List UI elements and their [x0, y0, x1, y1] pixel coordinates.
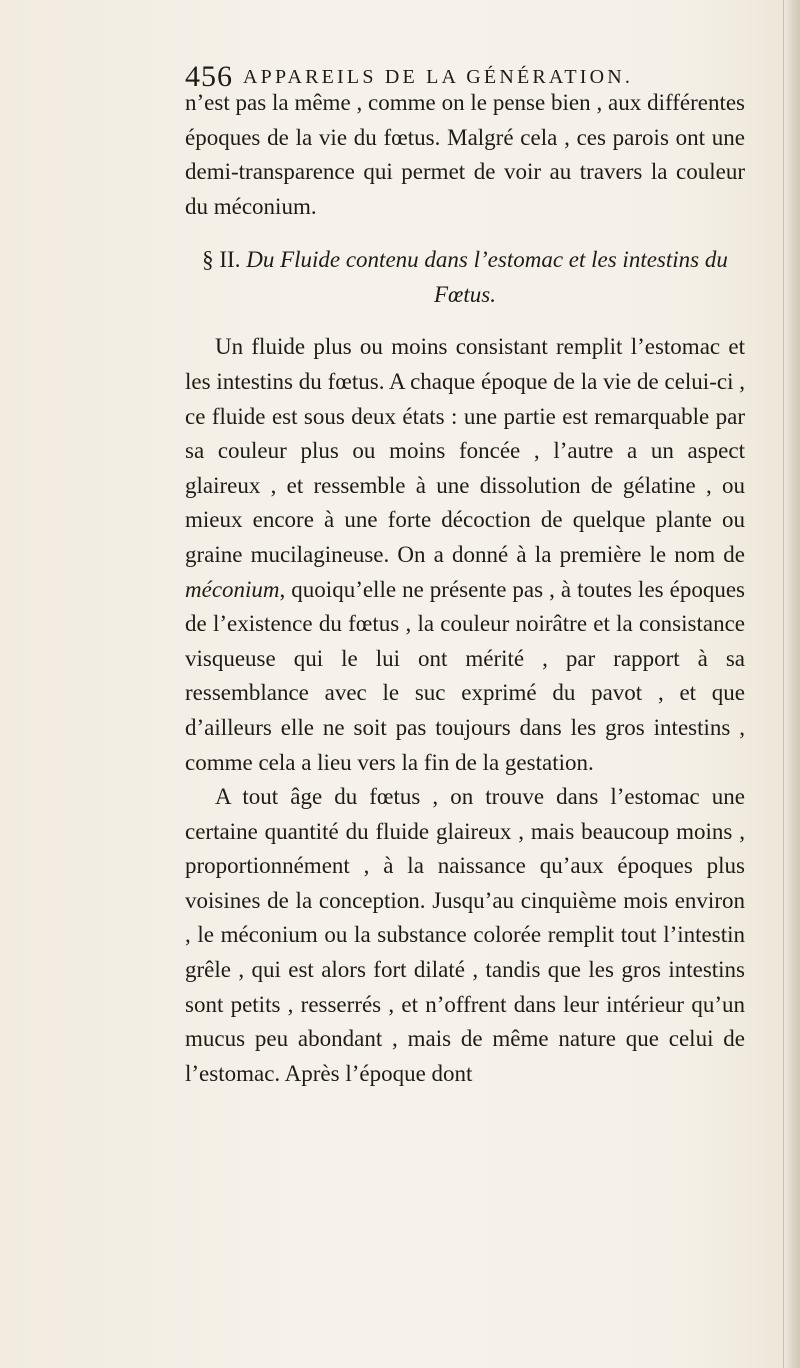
paragraph-2-before: Un fluide plus ou moins consistant remplit l’estomac et les intestins du fœtus. A chaque époque de la vie de celui-ci , ce fluide est sous deux états : une partie est remarquable par sa couleur plus ou moins foncée , l’autre a un aspect glaireux , et ressemble à une dissolution de gélatine , ou mieux encore à une forte décoction de quelque plante ou graine mucilagineuse. On a donné à la première le nom de	[185, 334, 745, 567]
term-meconium: méconium	[185, 576, 280, 602]
running-title: APPAREILS DE LA GÉNÉRATION.	[243, 66, 634, 88]
paragraph-2-after: , quoiqu’elle ne présente pas , à toutes les époques de l’existence du fœtus , la couleur noirâtre et la consistance visqueuse qui le lui ont mérité , par rapport à sa ressemblance avec le suc exprimé du pavot , et que d’ailleurs elle ne soit pas toujours dans les gros intestins , comme cela a lieu vers la fin de la gestation.	[185, 576, 745, 775]
section-title: Du Fluide contenu dans l’estomac et les intestins du Fœtus.	[246, 247, 728, 308]
page-edge	[783, 0, 800, 1368]
body-text	[185, 86, 745, 1091]
section-number: § II.	[202, 247, 241, 273]
paragraph-3: A tout âge du fœtus , on trouve dans l’estomac une certaine quantité du fluide glaireux , mais beaucoup moins , proportionnément , à la naissance qu’aux époques plus voisines de la conception. Jusqu’au cinquième mois environ , le méconium ou la substance colorée remplit tout l’intestin grêle , qui est alors fort dilaté , tandis que les gros intestins sont petits , resserrés , et n’offrent dans leur intérieur qu’un mucus peu abondant , mais de même nature que celui de l’estomac. Après l’époque dont	[185, 784, 745, 1086]
section-heading	[185, 242, 745, 312]
paragraph-1: n’est pas la même , comme on le pense bien , aux différentes époques de la vie du fœtus. Malgré cela , ces parois ont une demi-transparence qui permet de voir au travers la couleur du méconium.	[185, 90, 745, 219]
page-number: 456	[185, 60, 233, 93]
paragraph-2	[185, 330, 745, 780]
